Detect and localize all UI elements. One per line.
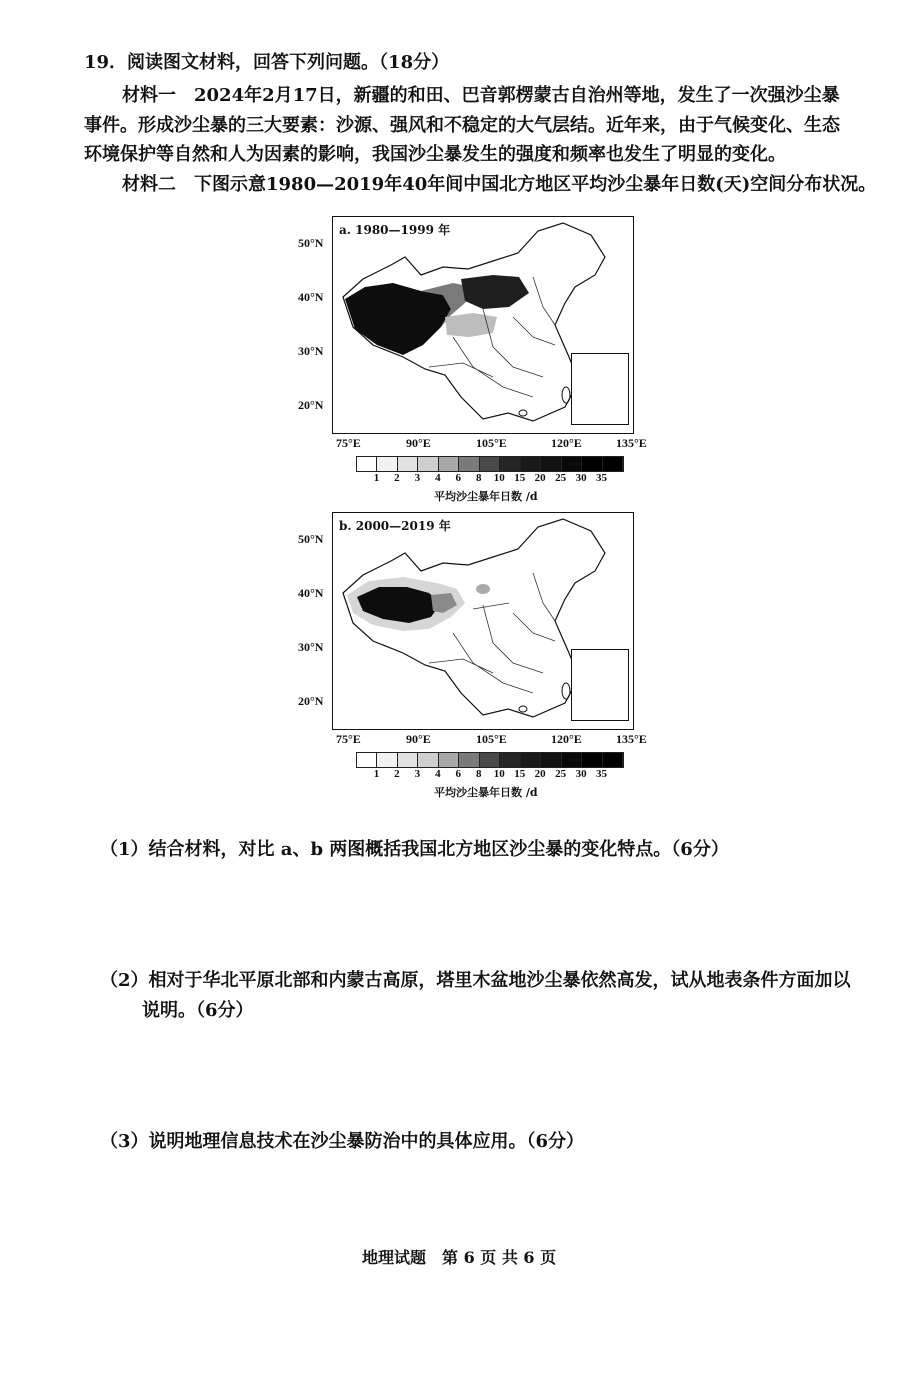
legend-swatch xyxy=(480,753,500,767)
map-b-lat-20: 20°N xyxy=(298,694,324,708)
legend-swatch xyxy=(521,753,541,767)
map-b-lon-90: 90°E xyxy=(406,732,431,746)
legend-tick-label: 8 xyxy=(476,768,482,780)
map-a-lat-40: 40°N xyxy=(298,290,324,304)
map-a-lat-20: 20°N xyxy=(298,398,324,412)
legend-swatch xyxy=(521,457,541,471)
map-b-legend-bar xyxy=(356,752,624,768)
legend-tick-label: 10 xyxy=(493,472,505,484)
legend-tick-label: 20 xyxy=(534,472,546,484)
page-footer: 地理试题 第 6 页 共 6 页 xyxy=(362,1248,557,1267)
legend-tick-label: 35 xyxy=(596,768,608,780)
legend-tick-label: 15 xyxy=(514,768,526,780)
legend-swatch xyxy=(562,457,582,471)
legend-tick-label: 25 xyxy=(555,768,567,780)
legend-tick-label: 1 xyxy=(373,768,380,780)
legend-swatch xyxy=(377,753,397,767)
map-b xyxy=(296,512,668,802)
map-a-lon-90: 90°E xyxy=(406,436,431,450)
legend-swatch xyxy=(500,753,520,767)
legend-tick-label: 3 xyxy=(414,768,421,780)
legend-swatch xyxy=(582,457,602,471)
map-a-lat-50: 50°N xyxy=(298,236,324,250)
legend-swatch xyxy=(398,457,418,471)
legend-swatch xyxy=(500,457,520,471)
material1-line2: 事件。形成沙尘暴的三大要素：沙源、强风和不稳定的大气层结。近年来，由于气候变化、生态 xyxy=(84,115,840,136)
legend-tick-label: 8 xyxy=(476,472,482,484)
map-a-inset xyxy=(571,353,629,425)
map-b-lat-30: 30°N xyxy=(298,640,324,654)
map-a-lon-120: 120°E xyxy=(551,436,582,450)
legend-swatch xyxy=(480,457,500,471)
legend-tick-label: 4 xyxy=(435,472,441,484)
map-a-lon-105: 105°E xyxy=(476,436,507,450)
question-header: 19．阅读图文材料，回答下列问题。（18分） xyxy=(84,52,450,73)
map-a-legend-ticks xyxy=(356,472,622,486)
legend-tick-label: 6 xyxy=(455,768,462,780)
legend-swatch xyxy=(398,753,418,767)
legend-swatch xyxy=(603,753,623,767)
legend-tick-label: 3 xyxy=(414,472,421,484)
material2-line1: 材料二 下图示意1980—2019年40年间中国北方地区平均沙尘暴年日数(天)空间分布状况。 xyxy=(122,174,877,195)
legend-swatch xyxy=(459,457,479,471)
legend-swatch xyxy=(541,457,561,471)
legend-tick-label: 30 xyxy=(575,768,587,780)
legend-swatch xyxy=(603,457,623,471)
map-b-legend-ticks xyxy=(356,768,622,782)
map-a-lat-30: 30°N xyxy=(298,344,324,358)
legend-tick-label: 1 xyxy=(373,472,380,484)
sub-question-2-line1: （2）相对于华北平原北部和内蒙古高原，塔里木盆地沙尘暴依然高发，试从地表条件方面加以 xyxy=(100,970,851,991)
legend-swatch xyxy=(377,457,397,471)
map-b-frame xyxy=(332,512,634,730)
map-a-lon-75: 75°E xyxy=(336,436,361,450)
sub-question-1: （1）结合材料，对比 a、b 两图概括我国北方地区沙尘暴的变化特点。（6分） xyxy=(100,839,729,860)
legend-tick-label: 15 xyxy=(514,472,526,484)
map-a-legend-title: 平均沙尘暴年日数 /d xyxy=(434,490,538,503)
map-a-lon-135: 135°E xyxy=(616,436,647,450)
legend-swatch xyxy=(357,753,377,767)
sub-question-3: （3）说明地理信息技术在沙尘暴防治中的具体应用。（6分） xyxy=(100,1131,585,1152)
legend-tick-label: 6 xyxy=(455,472,462,484)
material1-line3: 环境保护等自然和人为因素的影响，我国沙尘暴发生的强度和频率也发生了明显的变化。 xyxy=(84,144,786,165)
map-b-lon-135: 135°E xyxy=(616,732,647,746)
map-b-lat-50: 50°N xyxy=(298,532,324,546)
legend-tick-label: 35 xyxy=(596,472,608,484)
legend-tick-label: 30 xyxy=(575,472,587,484)
legend-swatch xyxy=(541,753,561,767)
map-b-lon-105: 105°E xyxy=(476,732,507,746)
map-b-title: b. 2000—2019 年 xyxy=(339,519,451,533)
legend-swatch xyxy=(459,753,479,767)
map-a-legend-bar xyxy=(356,456,624,472)
legend-tick-label: 2 xyxy=(394,472,400,484)
map-b-lon-75: 75°E xyxy=(336,732,361,746)
legend-swatch xyxy=(562,753,582,767)
legend-swatch xyxy=(439,457,459,471)
legend-tick-label: 4 xyxy=(435,768,441,780)
legend-tick-label: 20 xyxy=(534,768,546,780)
map-b-inset xyxy=(571,649,629,721)
map-b-legend-title: 平均沙尘暴年日数 /d xyxy=(434,786,538,799)
map-a-title: a. 1980—1999 年 xyxy=(339,223,451,237)
legend-swatch xyxy=(439,753,459,767)
legend-swatch xyxy=(357,457,377,471)
material1-line1: 材料一 2024年2月17日，新疆的和田、巴音郭楞蒙古自治州等地，发生了一次强沙尘暴 xyxy=(122,85,840,106)
map-b-lon-120: 120°E xyxy=(551,732,582,746)
legend-swatch xyxy=(582,753,602,767)
legend-tick-label: 10 xyxy=(493,768,505,780)
legend-swatch xyxy=(418,457,438,471)
legend-swatch xyxy=(418,753,438,767)
map-a xyxy=(296,216,668,506)
map-b-lat-40: 40°N xyxy=(298,586,324,600)
legend-tick-label: 25 xyxy=(555,472,567,484)
map-a-frame xyxy=(332,216,634,434)
sub-question-2-line2: 说明。（6分） xyxy=(142,1000,254,1021)
legend-tick-label: 2 xyxy=(394,768,400,780)
